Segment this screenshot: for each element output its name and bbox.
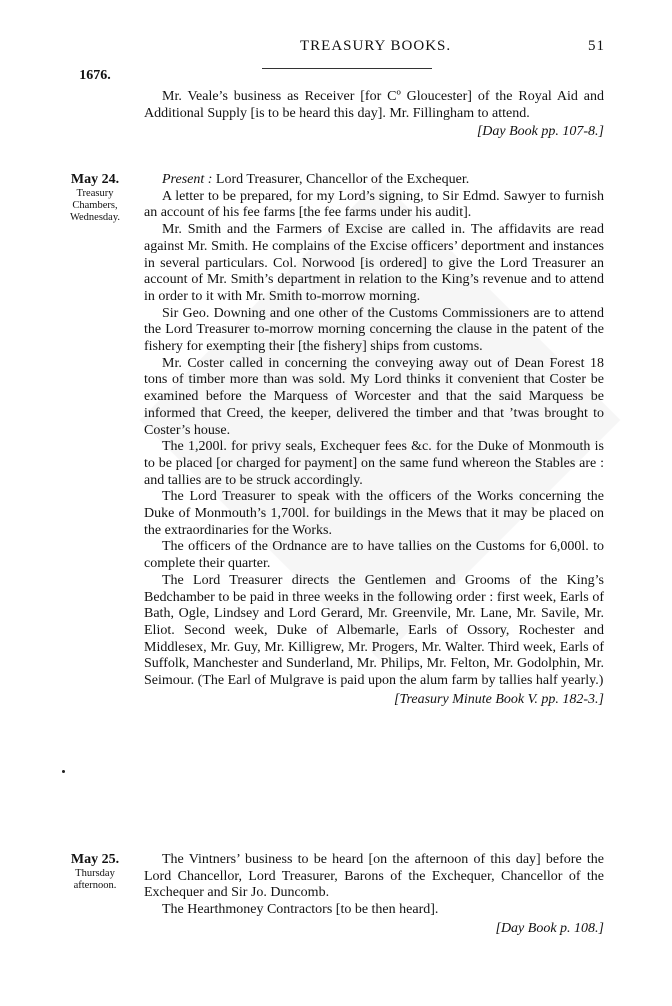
running-title: TREASURY BOOKS. (300, 38, 452, 54)
stray-mark (62, 770, 65, 773)
margin-day: afternoon. (73, 880, 117, 891)
page-number: 51 (588, 38, 605, 54)
entry-paragraph: The Lord Treasurer directs the Gentlemen and Grooms of the King’s Bedchamber to be paid in three weeks in the following order : first week, Earls of Bath, Ogle, Lindsey and Lord Gerard, Mr. Greenvile, Mr. Lane, Mr. Savile, Mr. Eliot. Second week, Duke of Albemarle, Earls of Ossory, Rochester and Middlesex, Mr. Guy, Mr. Killigrew, Mr. Progers, Mr. Walter. Third week, Earls of Suffolk, Manchester and Sunderland, Mr. Philips, Mr. Felton, Mr. Godolphin, Mr. Seimour. (The Earl of Mulgrave is paid upon the alum farm by tallies half yearly.) (144, 572, 604, 689)
margin-place: Treasury Chambers, (72, 188, 118, 211)
entry-paragraph: The Vintners’ business to be heard [on the afternoon of this day] before the Lord Chancellor, Lord Treasurer, Barons of the Exchequer, Chancellor of the Exchequer and Sir Jo. Duncomb. (144, 852, 604, 901)
margin-note-year (56, 70, 134, 82)
margin-place: Thursday (75, 868, 115, 879)
entry-paragraph: A letter to be prepared, for my Lord’s signing, to Sir Edmd. Sawyer to furnish an account of his fee farms [the fee farms under his audit]. (144, 188, 604, 221)
entry-paragraph: The Lord Treasurer to speak with the officers of the Works concerning the Duke of Monmouth’s 1,700l. for buildings in the Mews that it may be placed on the extraordinaries for the Works. (144, 489, 604, 538)
margin-note-may-25 (56, 852, 134, 892)
entry-paragraph: Mr. Smith and the Farmers of Excise are called in. The affidavits are read against Mr. Smith. He complains of the Excise officers’ deportment and instances in several particulars. Col. Norwood [is ordered] to give the Lord Treasurer an account of Mr. Smith’s department in relation to the King’s revenue and to attend in order to it with Mr. Smith to-morrow morning. (144, 222, 604, 304)
entry-paragraph: The Hearthmoney Contractors [to be then heard]. (162, 902, 439, 918)
margin-note-may-24 (56, 172, 134, 224)
entry-2 (144, 172, 604, 709)
source-reference: [Day Book pp. 107-8.] (476, 124, 604, 140)
entry-paragraph: Mr. Veale’s business as Receiver [for Cº Gloucester] of the Royal Aid and Additional Supply [is to be heard this day]. Mr. Fillingham to attend. (144, 89, 604, 121)
entry-paragraph: Sir Geo. Downing and one other of the Customs Commissioners are to attend the Lord Treasurer to-morrow morning concerning the clause in the patent of the fishery for exempting their [the fishery] ships from customs. (144, 305, 604, 355)
entry-paragraph: Mr. Coster called in concerning the conveying away out of Dean Forest 18 tons of timber more than was sold. My Lord thinks it convenient that Coster be examined before the Marquess of Worcester and that the said Marquess be informed that Creed, the keeper, delivered the timber and that ’twas brought to Coster’s house. (144, 355, 604, 438)
margin-date: May 24. (70, 172, 120, 187)
entry-paragraph: The officers of the Ordnance are to have tallies on the Customs for 6,000l. to complete their quarter. (144, 539, 604, 572)
header-rule (262, 68, 432, 69)
present-line (144, 172, 604, 189)
entry-paragraph: The 1,200l. for privy seals, Exchequer fees &c. for the Duke of Monmouth is to be placed [or charged for payment] on the same fund whereon the Stables are : and tallies are to be struck accordingly. (144, 439, 604, 488)
margin-day: Wednesday. (69, 212, 121, 223)
present-text: Lord Treasurer, Chancellor of the Exchequer. (215, 172, 470, 187)
present-label: Present : (162, 172, 213, 187)
margin-date: May 25. (70, 852, 120, 867)
entry-3 (144, 852, 604, 938)
margin-year: 1676. (79, 68, 111, 83)
source-reference: [Treasury Minute Book V. pp. 182-3.] (394, 691, 604, 707)
entry-1 (144, 89, 604, 141)
source-reference: [Day Book p. 108.] (495, 920, 604, 936)
